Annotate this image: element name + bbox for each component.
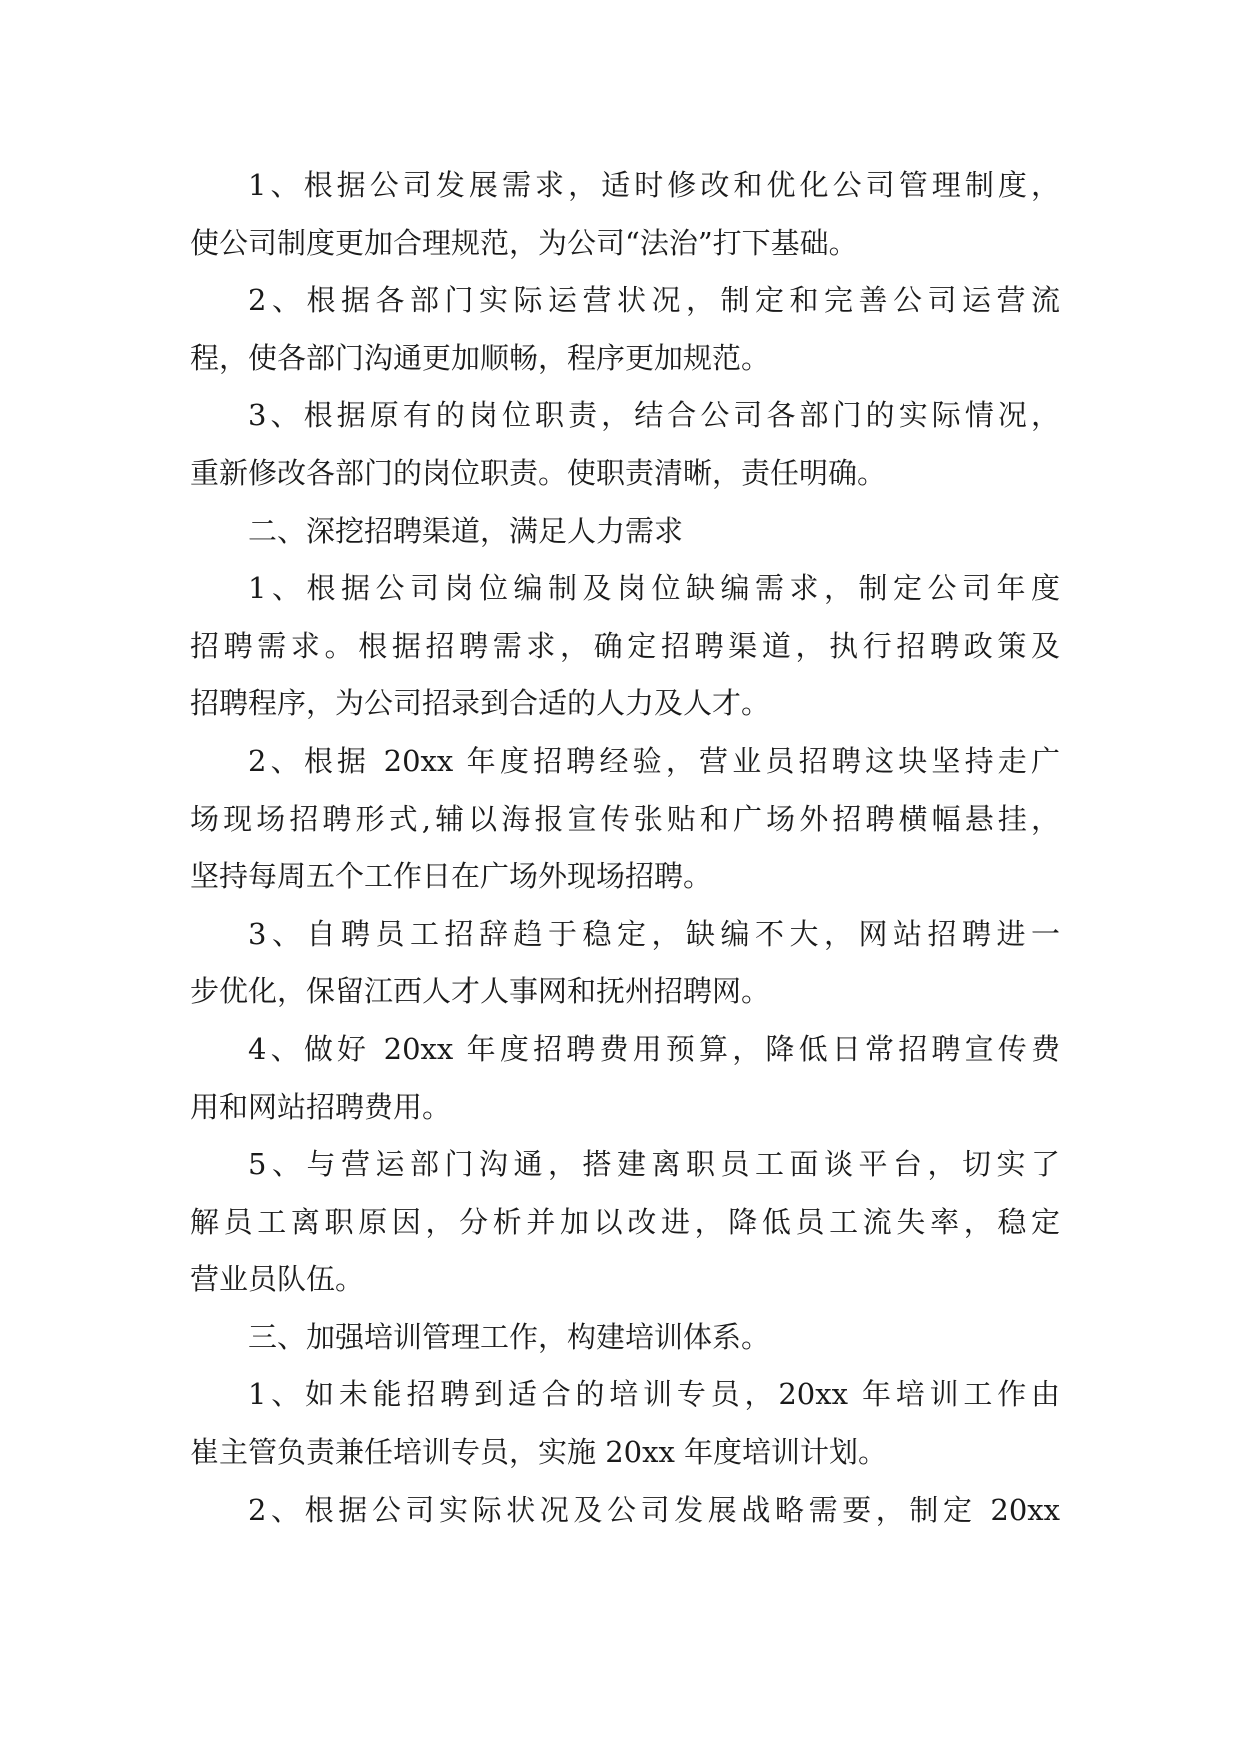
paragraph-line: 步优化，保留江西人才人事网和抚州招聘网。	[190, 974, 771, 1009]
paragraph-line: 崔主管负责兼任培训专员，实施 20xx 年度培训计划。	[190, 1435, 888, 1470]
paragraph-line: 3、根据原有的岗位职责，结合公司各部门的实际情况，	[248, 398, 1060, 433]
paragraph-line: 营业员队伍。	[190, 1262, 365, 1297]
paragraph-line: 2、根据公司实际状况及公司发展战略需要，制定 20xx	[248, 1492, 1060, 1527]
paragraph-line: 招聘需求。根据招聘需求，确定招聘渠道，执行招聘政策及	[190, 628, 1060, 663]
paragraph-line: 重新修改各部门的岗位职责。使职责清晰，责任明确。	[190, 455, 887, 490]
paragraph-line: 1、根据公司岗位编制及岗位缺编需求，制定公司年度	[248, 571, 1060, 606]
paragraph-line: 2、根据 20xx 年度招聘经验，营业员招聘这块坚持走广	[248, 743, 1060, 778]
paragraph-line: 场现场招聘形式,辅以海报宣传张贴和广场外招聘横幅悬挂，	[190, 801, 1060, 836]
paragraph-line: 5、与营运部门沟通，搭建离职员工面谈平台，切实了	[248, 1147, 1060, 1182]
paragraph-line: 2、根据各部门实际运营状况，制定和完善公司运营流	[248, 283, 1060, 318]
section-heading: 二、深挖招聘渠道，满足人力需求	[248, 513, 684, 548]
paragraph-line: 程，使各部门沟通更加顺畅，程序更加规范。	[190, 340, 771, 375]
paragraph-line: 解员工离职原因，分析并加以改进，降低员工流失率，稳定	[190, 1204, 1060, 1239]
paragraph-line: 用和网站招聘费用。	[190, 1089, 452, 1124]
paragraph-line: 4、做好 20xx 年度招聘费用预算，降低日常招聘宣传费	[248, 1031, 1060, 1066]
paragraph-line: 1、如未能招聘到适合的培训专员，20xx 年培训工作由	[248, 1377, 1060, 1412]
paragraph-line: 招聘程序，为公司招录到合适的人力及人才。	[190, 686, 771, 721]
paragraph-line: 1、根据公司发展需求，适时修改和优化公司管理制度，	[248, 168, 1060, 202]
section-heading: 三、加强培训管理工作，构建培训体系。	[248, 1319, 771, 1354]
paragraph-line: 使公司制度更加合理规范，为公司“法治”打下基础。	[190, 225, 858, 260]
paragraph-line: 3、自聘员工招辞趋于稳定，缺编不大，网站招聘进一	[248, 916, 1060, 951]
paragraph-line: 坚持每周五个工作日在广场外现场招聘。	[190, 859, 713, 894]
document-body	[190, 157, 1060, 1539]
